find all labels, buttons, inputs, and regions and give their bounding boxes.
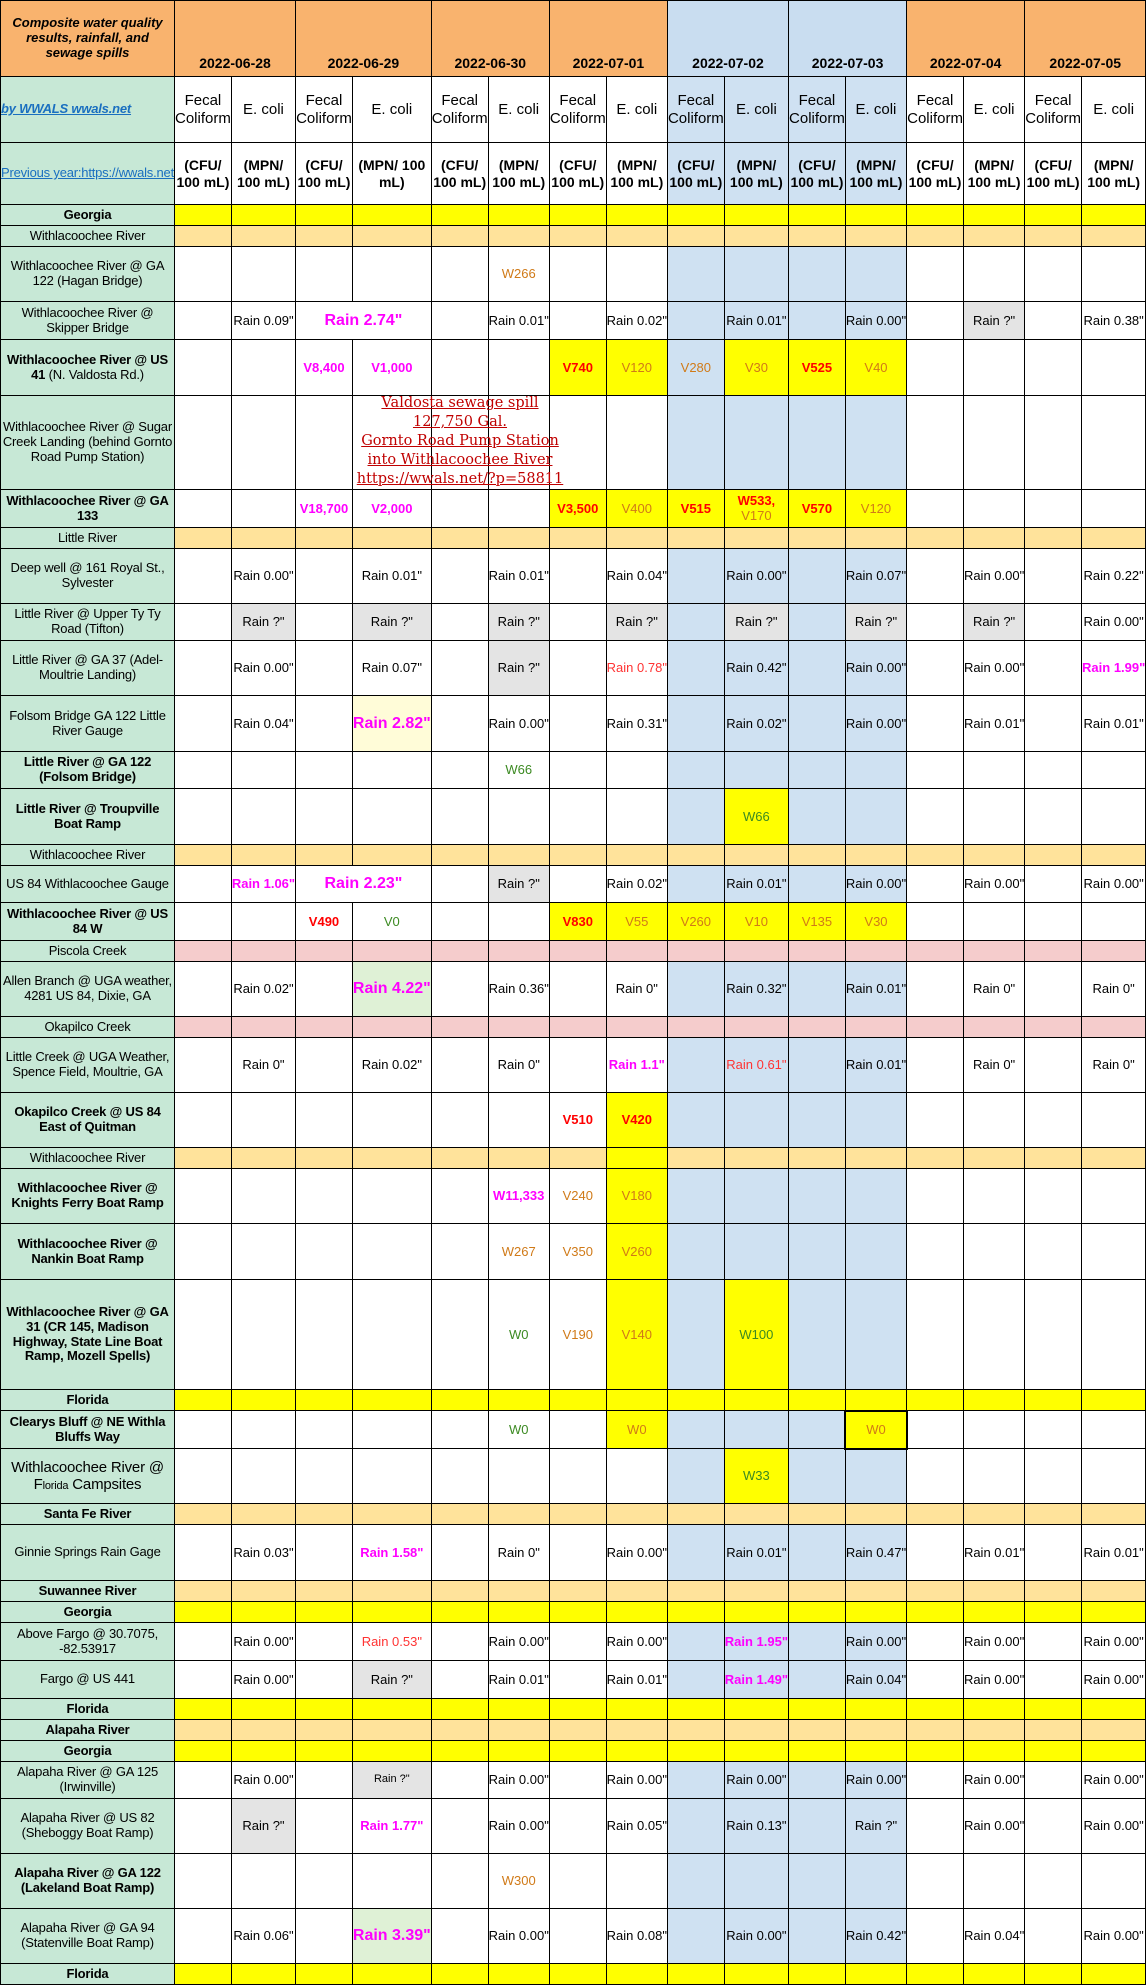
state-label[interactable]: Georgia <box>1 205 175 226</box>
rain-value[interactable]: Rain 0.00" <box>488 696 549 752</box>
rain-value[interactable]: Rain ?" <box>845 1799 906 1854</box>
site-label[interactable]: Alapaha River @ GA 122 (Lakeland Boat Ramp) <box>1 1854 175 1909</box>
rain-value[interactable]: Rain 0.01" <box>488 549 549 604</box>
wwals-ecoli-value[interactable]: W0 <box>488 1411 549 1449</box>
site-label[interactable]: Withlacoochee River @ US 41 (N. Valdosta Rd.) <box>1 340 175 396</box>
state-row <box>1 1741 1146 1762</box>
date-header[interactable]: 2022-06-30 <box>431 1 549 77</box>
rain-value[interactable]: Rain 0.01" <box>1082 696 1146 752</box>
rain-row <box>1 1661 1146 1699</box>
valdosta-fecal-value[interactable]: V3,500 <box>549 490 606 528</box>
valdosta-fecal-value[interactable]: V350 <box>549 1224 606 1280</box>
unit-mpn[interactable]: (MPN/ 100 mL) <box>1082 143 1146 205</box>
fecal-header[interactable]: Fecal Coliform <box>431 77 488 143</box>
rain-value[interactable]: Rain 0.07" <box>845 549 906 604</box>
unit-mpn[interactable]: (MPN/ 100 mL) <box>231 143 295 205</box>
date-header[interactable]: 2022-07-01 <box>549 1 667 77</box>
river-label[interactable]: Alapaha River <box>1 1720 175 1741</box>
rain-value[interactable]: Rain 0.00" <box>963 1661 1024 1699</box>
site-label[interactable]: Withlacoochee River @ Skipper Bridge <box>1 302 175 340</box>
wwals-ecoli-value[interactable]: W66 <box>488 752 549 789</box>
site-label[interactable]: Allen Branch @ UGA weather, 4281 US 84, Dixie, GA <box>1 962 175 1017</box>
unit-cfu[interactable]: (CFU/ 100 mL) <box>1025 143 1082 205</box>
rain-value[interactable]: Rain 0.00" <box>1082 1661 1146 1699</box>
ecoli-header[interactable]: E. coli <box>724 77 788 143</box>
date-header[interactable]: 2022-07-03 <box>789 1 907 77</box>
valdosta-ecoli-value[interactable]: V55 <box>606 903 667 941</box>
rain-value[interactable]: Rain 0.00" <box>488 1799 549 1854</box>
rain-value[interactable]: Rain 2.23" <box>296 866 432 903</box>
rain-value[interactable]: Rain 0.00" <box>963 641 1024 696</box>
rain-value[interactable]: Rain 0.01" <box>1082 1525 1146 1581</box>
spill-line: into Withlacoochee River <box>367 452 553 468</box>
rain-value[interactable]: Rain 0.22" <box>1082 549 1146 604</box>
rain-value[interactable]: Rain 0.00" <box>724 1909 788 1964</box>
site-label[interactable]: Little River @ Troupville Boat Ramp <box>1 789 175 845</box>
river-label[interactable]: Piscola Creek <box>1 941 175 962</box>
unit-cfu[interactable]: (CFU/ 100 mL) <box>175 143 232 205</box>
rain-value[interactable]: Rain 1.77" <box>352 1799 431 1854</box>
unit-mpn[interactable]: (MPN/ 100 mL) <box>724 143 788 205</box>
valdosta-fecal-value[interactable]: V280 <box>667 340 724 396</box>
river-section-row <box>1 226 1146 247</box>
date-header[interactable]: 2022-06-28 <box>175 1 296 77</box>
fecal-header[interactable]: Fecal Coliform <box>175 77 232 143</box>
site-row <box>1 1411 1146 1449</box>
rain-value[interactable]: Rain ?" <box>231 604 295 641</box>
rain-value[interactable]: Rain 0.42" <box>724 641 788 696</box>
unit-cfu[interactable]: (CFU/ 100 mL) <box>431 143 488 205</box>
rain-value[interactable]: Rain ?" <box>963 302 1024 340</box>
valdosta-ecoli-value[interactable]: V420 <box>606 1093 667 1148</box>
rain-value[interactable]: Rain 0.00" <box>488 1623 549 1661</box>
ecoli-header[interactable]: E. coli <box>963 77 1024 143</box>
wwals-ecoli-value[interactable]: W33 <box>724 1449 788 1504</box>
river-section-row <box>1 941 1146 962</box>
river-section-row <box>1 528 1146 549</box>
wwals-ecoli-value[interactable]: W0 <box>845 1411 906 1449</box>
rain-value[interactable]: Rain 1.06" <box>231 866 295 903</box>
rain-value[interactable]: Rain 3.39" <box>352 1909 431 1964</box>
rain-value[interactable]: Rain 0.32" <box>724 962 788 1017</box>
site-row <box>1 1093 1146 1148</box>
site-row <box>1 490 1146 528</box>
valdosta-ecoli-value[interactable]: V30 <box>724 340 788 396</box>
rain-value[interactable]: Rain 2.82" <box>352 696 431 752</box>
site-row <box>1 789 1146 845</box>
rain-value[interactable]: Rain ?" <box>845 604 906 641</box>
rain-value[interactable]: Rain 0.00" <box>845 1623 906 1661</box>
rain-value[interactable]: Rain 0.31" <box>606 696 667 752</box>
river-label[interactable]: Withlacoochee River <box>1 1148 175 1169</box>
rain-row <box>1 1799 1146 1854</box>
rain-value[interactable]: Rain 1.49" <box>724 1661 788 1699</box>
valdosta-ecoli-value[interactable]: V120 <box>845 490 906 528</box>
river-label[interactable]: Okapilco Creek <box>1 1017 175 1038</box>
site-label[interactable]: Little River @ GA 37 (Adel-Moultrie Landing) <box>1 641 175 696</box>
rain-value[interactable]: Rain 0.00" <box>606 1762 667 1799</box>
rain-value[interactable]: Rain 1.95" <box>724 1623 788 1661</box>
rain-value[interactable]: Rain 0.00" <box>963 549 1024 604</box>
site-row <box>1 1449 1146 1504</box>
rain-row <box>1 604 1146 641</box>
rain-value[interactable]: Rain 0.00" <box>845 696 906 752</box>
rain-row <box>1 641 1146 696</box>
rain-value[interactable]: Rain 0.47" <box>845 1525 906 1581</box>
site-label[interactable]: Little River @ Upper Ty Ty Road (Tifton) <box>1 604 175 641</box>
valdosta-fecal-value[interactable]: V260 <box>667 903 724 941</box>
site-row <box>1 752 1146 789</box>
site-row <box>1 1169 1146 1224</box>
rain-value[interactable]: Rain 0.02" <box>231 962 295 1017</box>
site-label[interactable]: Withlacoochee River @ Florida Campsites <box>1 1449 175 1504</box>
rain-value[interactable]: Rain ?" <box>352 1661 431 1699</box>
rain-value[interactable]: Rain 1.1" <box>606 1038 667 1093</box>
rain-value[interactable]: Rain 0.00" <box>1082 1762 1146 1799</box>
wwals-ecoli-value[interactable]: W266 <box>488 247 549 302</box>
rain-row <box>1 549 1146 604</box>
site-label[interactable]: Clearys Bluff @ NE Withla Bluffs Way <box>1 1411 175 1449</box>
rain-value[interactable]: Rain 0" <box>488 1525 549 1581</box>
valdosta-fecal-value[interactable]: V570 <box>789 490 846 528</box>
rain-value[interactable]: Rain 0.00" <box>724 549 788 604</box>
rain-value[interactable]: Rain 0.00" <box>963 1623 1024 1661</box>
river-section-row <box>1 1504 1146 1525</box>
site-label[interactable]: Withlacoochee River @ GA 122 (Hagan Bridge) <box>1 247 175 302</box>
state-label[interactable]: Florida <box>1 1964 175 1985</box>
wwals-link[interactable]: by WWALS wwals.net <box>1 77 175 143</box>
wwals-ecoli-value[interactable]: W66 <box>724 789 788 845</box>
rain-value[interactable]: Rain 0.02" <box>352 1038 431 1093</box>
state-row <box>1 1699 1146 1720</box>
rain-value[interactable]: Rain 0.00" <box>963 1799 1024 1854</box>
site-label[interactable]: Withlacoochee River @ US 84 W <box>1 903 175 941</box>
rain-value[interactable]: Rain 0" <box>963 962 1024 1017</box>
fecal-header[interactable]: Fecal Coliform <box>549 77 606 143</box>
valdosta-ecoli-value[interactable]: V2,000 <box>352 490 431 528</box>
site-row <box>1 340 1146 396</box>
valdosta-ecoli-value[interactable]: V0 <box>352 903 431 941</box>
state-label[interactable]: Georgia <box>1 1741 175 1762</box>
wwals-ecoli-value[interactable]: W300 <box>488 1854 549 1909</box>
rain-value[interactable]: Rain 0.06" <box>231 1909 295 1964</box>
rain-value[interactable]: Rain ?" <box>488 641 549 696</box>
site-row <box>1 247 1146 302</box>
river-section-row <box>1 1017 1146 1038</box>
site-label[interactable]: Deep well @ 161 Royal St., Sylvester <box>1 549 175 604</box>
valdosta-ecoli-value[interactable]: V40 <box>845 340 906 396</box>
rain-value[interactable]: Rain 0.00" <box>231 1661 295 1699</box>
rain-value[interactable]: Rain 0.38" <box>1082 302 1146 340</box>
valdosta-fecal-value[interactable]: V8,400 <box>296 340 353 396</box>
rain-value[interactable]: Rain 0.08" <box>606 1909 667 1964</box>
state-label[interactable]: Florida <box>1 1699 175 1720</box>
state-row <box>1 1964 1146 1985</box>
site-label[interactable]: Okapilco Creek @ US 84 East of Quitman <box>1 1093 175 1148</box>
rain-value[interactable]: Rain 0.01" <box>488 1661 549 1699</box>
valdosta-fecal-value[interactable]: V525 <box>789 340 846 396</box>
unit-mpn[interactable]: (MPN/ 100 mL) <box>963 143 1024 205</box>
rain-value[interactable]: Rain 0.04" <box>845 1661 906 1699</box>
valdosta-ecoli-value[interactable]: V10 <box>724 903 788 941</box>
rain-value[interactable]: Rain 0.00" <box>963 866 1024 903</box>
unit-mpn[interactable]: (MPN/ 100 mL) <box>488 143 549 205</box>
rain-value[interactable]: Rain 0.42" <box>845 1909 906 1964</box>
rain-value[interactable]: Rain 0.00" <box>1082 1623 1146 1661</box>
site-row <box>1 1854 1146 1909</box>
rain-row <box>1 1762 1146 1799</box>
date-header[interactable]: 2022-06-29 <box>296 1 432 77</box>
rain-value[interactable]: Rain 0.00" <box>488 1762 549 1799</box>
wwals-ecoli-value[interactable]: W0 <box>606 1411 667 1449</box>
river-label[interactable]: Little River <box>1 528 175 549</box>
rain-value[interactable]: Rain 0.00" <box>1082 1799 1146 1854</box>
rain-value[interactable]: Rain ?" <box>352 604 431 641</box>
rain-row <box>1 1038 1146 1093</box>
date-header[interactable]: 2022-07-05 <box>1025 1 1146 77</box>
river-label[interactable]: Withlacoochee River <box>1 226 175 247</box>
rain-value[interactable]: Rain 0.00" <box>231 549 295 604</box>
rain-value[interactable]: Rain 0.01" <box>488 302 549 340</box>
rain-value[interactable]: Rain 0.00" <box>1082 1909 1146 1964</box>
site-label[interactable]: Little Creek @ UGA Weather, Spence Field, Moultrie, GA <box>1 1038 175 1093</box>
valdosta-ecoli-value[interactable]: V400 <box>606 490 667 528</box>
rain-value[interactable]: Rain ?" <box>606 604 667 641</box>
rain-value[interactable]: Rain 0.01" <box>724 1525 788 1581</box>
site-row <box>1 1280 1146 1390</box>
rain-value[interactable]: Rain 0" <box>488 1038 549 1093</box>
fecal-header[interactable]: Fecal Coliform <box>1025 77 1082 143</box>
rain-value[interactable]: Rain 0.00" <box>1082 604 1146 641</box>
rain-value[interactable]: Rain 0.01" <box>606 1661 667 1699</box>
rain-value[interactable]: Rain 0.02" <box>606 866 667 903</box>
rain-row <box>1 962 1146 1017</box>
valdosta-fecal-value[interactable]: V135 <box>789 903 846 941</box>
fecal-header[interactable]: Fecal Coliform <box>667 77 724 143</box>
rain-value[interactable]: Rain 0" <box>963 1038 1024 1093</box>
state-label[interactable]: Georgia <box>1 1602 175 1623</box>
river-label[interactable]: Withlacoochee River <box>1 845 175 866</box>
rain-value[interactable]: Rain 0" <box>606 962 667 1017</box>
river-label[interactable]: Suwannee River <box>1 1581 175 1602</box>
sewage-spill-note[interactable] <box>340 394 580 489</box>
rain-row <box>1 866 1146 903</box>
state-label[interactable]: Florida <box>1 1390 175 1411</box>
valdosta-fecal-value[interactable]: V515 <box>667 490 724 528</box>
rain-value[interactable]: Rain 4.22" <box>352 962 431 1017</box>
site-label[interactable]: Withlacoochee River @ GA 31 (CR 145, Madison Highway, State Line Boat Ramp, Mozell Spells) <box>1 1280 175 1390</box>
valdosta-ecoli-value[interactable]: V30 <box>845 903 906 941</box>
rain-value[interactable]: Rain 0" <box>231 1038 295 1093</box>
rain-row <box>1 1623 1146 1661</box>
previous-year-link[interactable]: Previous year:https://wwals.net <box>1 143 175 205</box>
rain-value[interactable]: Rain 0.01" <box>724 866 788 903</box>
spill-link[interactable]: https://wwals.net/?p=58811 <box>356 471 564 487</box>
river-section-row <box>1 1720 1146 1741</box>
rain-value[interactable]: Rain 0.00" <box>231 641 295 696</box>
valdosta-fecal-value[interactable]: V240 <box>549 1169 606 1224</box>
rain-value[interactable]: Rain ?" <box>231 1799 295 1854</box>
spill-line: Gornto Road Pump Station <box>361 433 559 449</box>
rain-value[interactable]: Rain 0.05" <box>606 1799 667 1854</box>
ecoli-header[interactable]: E. coli <box>231 77 295 143</box>
rain-value[interactable]: Rain 0.00" <box>1082 866 1146 903</box>
date-header[interactable]: 2022-07-04 <box>907 1 1025 77</box>
site-label[interactable]: Little River @ GA 122 (Folsom Bridge) <box>1 752 175 789</box>
unit-mpn[interactable]: (MPN/ 100 mL) <box>845 143 906 205</box>
rain-value[interactable]: Rain 0.02" <box>724 696 788 752</box>
river-label[interactable]: Santa Fe River <box>1 1504 175 1525</box>
rain-value[interactable]: Rain 0.61" <box>724 1038 788 1093</box>
rain-value[interactable]: Rain 0.02" <box>606 302 667 340</box>
rain-value[interactable]: Rain 0.01" <box>963 696 1024 752</box>
wwals-ecoli-value[interactable]: W0 <box>488 1280 549 1390</box>
ecoli-header[interactable]: E. coli <box>352 77 431 143</box>
state-row <box>1 1390 1146 1411</box>
valdosta-fecal-value[interactable]: V18,700 <box>296 490 353 528</box>
river-section-row <box>1 1581 1146 1602</box>
site-label[interactable]: Fargo @ US 441 <box>1 1661 175 1699</box>
wwals-ecoli-value[interactable]: W100 <box>724 1280 788 1390</box>
valdosta-ecoli-value[interactable]: V260 <box>606 1224 667 1280</box>
ecoli-header[interactable]: E. coli <box>488 77 549 143</box>
site-row <box>1 903 1146 941</box>
rain-value[interactable]: Rain 0.00" <box>724 1762 788 1799</box>
rain-value[interactable]: Rain 0.01" <box>845 962 906 1017</box>
rain-value[interactable]: Rain 0.00" <box>963 1762 1024 1799</box>
rain-value[interactable]: Rain ?" <box>352 1762 431 1799</box>
valdosta-fecal-value[interactable]: V510 <box>549 1093 606 1148</box>
fecal-header[interactable]: Fecal Coliform <box>907 77 964 143</box>
site-label[interactable]: Withlacoochee River @ GA 133 <box>1 490 175 528</box>
rain-value[interactable]: Rain ?" <box>488 866 549 903</box>
fecal-header[interactable]: Fecal Coliform <box>296 77 353 143</box>
unit-cfu[interactable]: (CFU/ 100 mL) <box>296 143 353 205</box>
rain-value[interactable]: Rain 0.00" <box>845 641 906 696</box>
site-label[interactable]: Withlacoochee River @ Nankin Boat Ramp <box>1 1224 175 1280</box>
rain-value[interactable]: Rain 0.78" <box>606 641 667 696</box>
site-label[interactable]: Alapaha River @ GA 125 (Irwinville) <box>1 1762 175 1799</box>
unit-header-row <box>1 143 1146 205</box>
unit-mpn[interactable]: (MPN/ 100 mL) <box>606 143 667 205</box>
state-row <box>1 205 1146 226</box>
fecal-header[interactable]: Fecal Coliform <box>789 77 846 143</box>
rain-row <box>1 696 1146 752</box>
rain-value[interactable]: Rain 0.03" <box>231 1525 295 1581</box>
wwals-ecoli-value[interactable]: W267 <box>488 1224 549 1280</box>
site-label[interactable]: Alapaha River @ US 82 (Sheboggy Boat Ramp) <box>1 1799 175 1854</box>
rain-value[interactable]: Rain 1.99" <box>1082 641 1146 696</box>
site-label[interactable]: Alapaha River @ GA 94 (Statenville Boat Ramp) <box>1 1909 175 1964</box>
river-section-row <box>1 1148 1146 1169</box>
ecoli-header[interactable]: E. coli <box>1082 77 1146 143</box>
valdosta-fecal-value[interactable]: V490 <box>296 903 353 941</box>
valdosta-fecal-value[interactable]: V830 <box>549 903 606 941</box>
rain-value[interactable]: Rain 0.53" <box>352 1623 431 1661</box>
state-row <box>1 1602 1146 1623</box>
site-label[interactable]: Ginnie Springs Rain Gage <box>1 1525 175 1581</box>
site-label[interactable]: Withlacoochee River @ Knights Ferry Boat Ramp <box>1 1169 175 1224</box>
unit-cfu[interactable]: (CFU/ 100 mL) <box>907 143 964 205</box>
river-section-row <box>1 845 1146 866</box>
rain-value[interactable]: Rain 0.04" <box>606 549 667 604</box>
rain-row <box>1 302 1146 340</box>
wwals-ecoli-value[interactable]: W11,333 <box>488 1169 549 1224</box>
rain-value[interactable]: Rain 0.01" <box>724 302 788 340</box>
valdosta-fecal-value[interactable]: V190 <box>549 1280 606 1390</box>
rain-value[interactable]: Rain 0.00" <box>845 866 906 903</box>
rain-value[interactable]: Rain 2.74" <box>296 302 432 340</box>
rain-value[interactable]: Rain 0.00" <box>845 1762 906 1799</box>
mixed-value[interactable]: W533, V170 <box>724 490 788 528</box>
rain-value[interactable]: Rain ?" <box>963 604 1024 641</box>
site-label[interactable]: US 84 Withlacoochee Gauge <box>1 866 175 903</box>
rain-value[interactable]: Rain ?" <box>724 604 788 641</box>
rain-value[interactable]: Rain 0.00" <box>231 1623 295 1661</box>
unit-cfu[interactable]: (CFU/ 100 mL) <box>667 143 724 205</box>
date-header-row <box>1 1 1146 77</box>
valdosta-fecal-value[interactable]: V740 <box>549 340 606 396</box>
sheet-title[interactable]: Composite water quality results, rainfall, and sewage spills <box>1 1 175 77</box>
rain-value[interactable]: Rain 0.13" <box>724 1799 788 1854</box>
rain-value[interactable]: Rain 0.00" <box>606 1623 667 1661</box>
rain-value[interactable]: Rain 0" <box>1082 1038 1146 1093</box>
site-row <box>1 1224 1146 1280</box>
valdosta-ecoli-value[interactable]: V180 <box>606 1169 667 1224</box>
rain-value[interactable]: Rain 0.01" <box>352 549 431 604</box>
rain-value[interactable]: Rain 0.00" <box>231 1762 295 1799</box>
unit-mpn[interactable]: (MPN/ 100 mL) <box>352 143 431 205</box>
rain-value[interactable]: Rain ?" <box>488 604 549 641</box>
valdosta-ecoli-value[interactable]: V140 <box>606 1280 667 1390</box>
ecoli-header[interactable]: E. coli <box>606 77 667 143</box>
rain-value[interactable]: Rain 0.07" <box>352 641 431 696</box>
rain-value[interactable]: Rain 0.00" <box>606 1525 667 1581</box>
rain-row <box>1 1525 1146 1581</box>
spill-line: 127,750 Gal. <box>412 414 508 430</box>
rain-value[interactable]: Rain 0.01" <box>963 1525 1024 1581</box>
rain-value[interactable]: Rain 0.00" <box>488 1909 549 1964</box>
unit-cfu[interactable]: (CFU/ 100 mL) <box>549 143 606 205</box>
valdosta-ecoli-value[interactable]: V1,000 <box>352 340 431 396</box>
rain-value[interactable]: Rain 0.04" <box>963 1909 1024 1964</box>
unit-cfu[interactable]: (CFU/ 100 mL) <box>789 143 846 205</box>
site-label[interactable]: Folsom Bridge GA 122 Little River Gauge <box>1 696 175 752</box>
rain-value[interactable]: Rain 0.09" <box>231 302 295 340</box>
rain-value[interactable]: Rain 0.01" <box>845 1038 906 1093</box>
measure-header-row <box>1 77 1146 143</box>
ecoli-header[interactable]: E. coli <box>845 77 906 143</box>
site-label[interactable]: Above Fargo @ 30.7075, -82.53917 <box>1 1623 175 1661</box>
rain-value[interactable]: Rain 0.04" <box>231 696 295 752</box>
rain-value[interactable]: Rain 1.58" <box>352 1525 431 1581</box>
rain-value[interactable]: Rain 0" <box>1082 962 1146 1017</box>
spill-line: Valdosta sewage spill <box>381 395 539 411</box>
valdosta-ecoli-value[interactable]: V120 <box>606 340 667 396</box>
rain-value[interactable]: Rain 0.36" <box>488 962 549 1017</box>
rain-row <box>1 1909 1146 1964</box>
date-header[interactable]: 2022-07-02 <box>667 1 788 77</box>
site-label[interactable]: Withlacoochee River @ Sugar Creek Landing (behind Gornto Road Pump Station) <box>1 396 175 490</box>
rain-value[interactable]: Rain 0.00" <box>845 302 906 340</box>
